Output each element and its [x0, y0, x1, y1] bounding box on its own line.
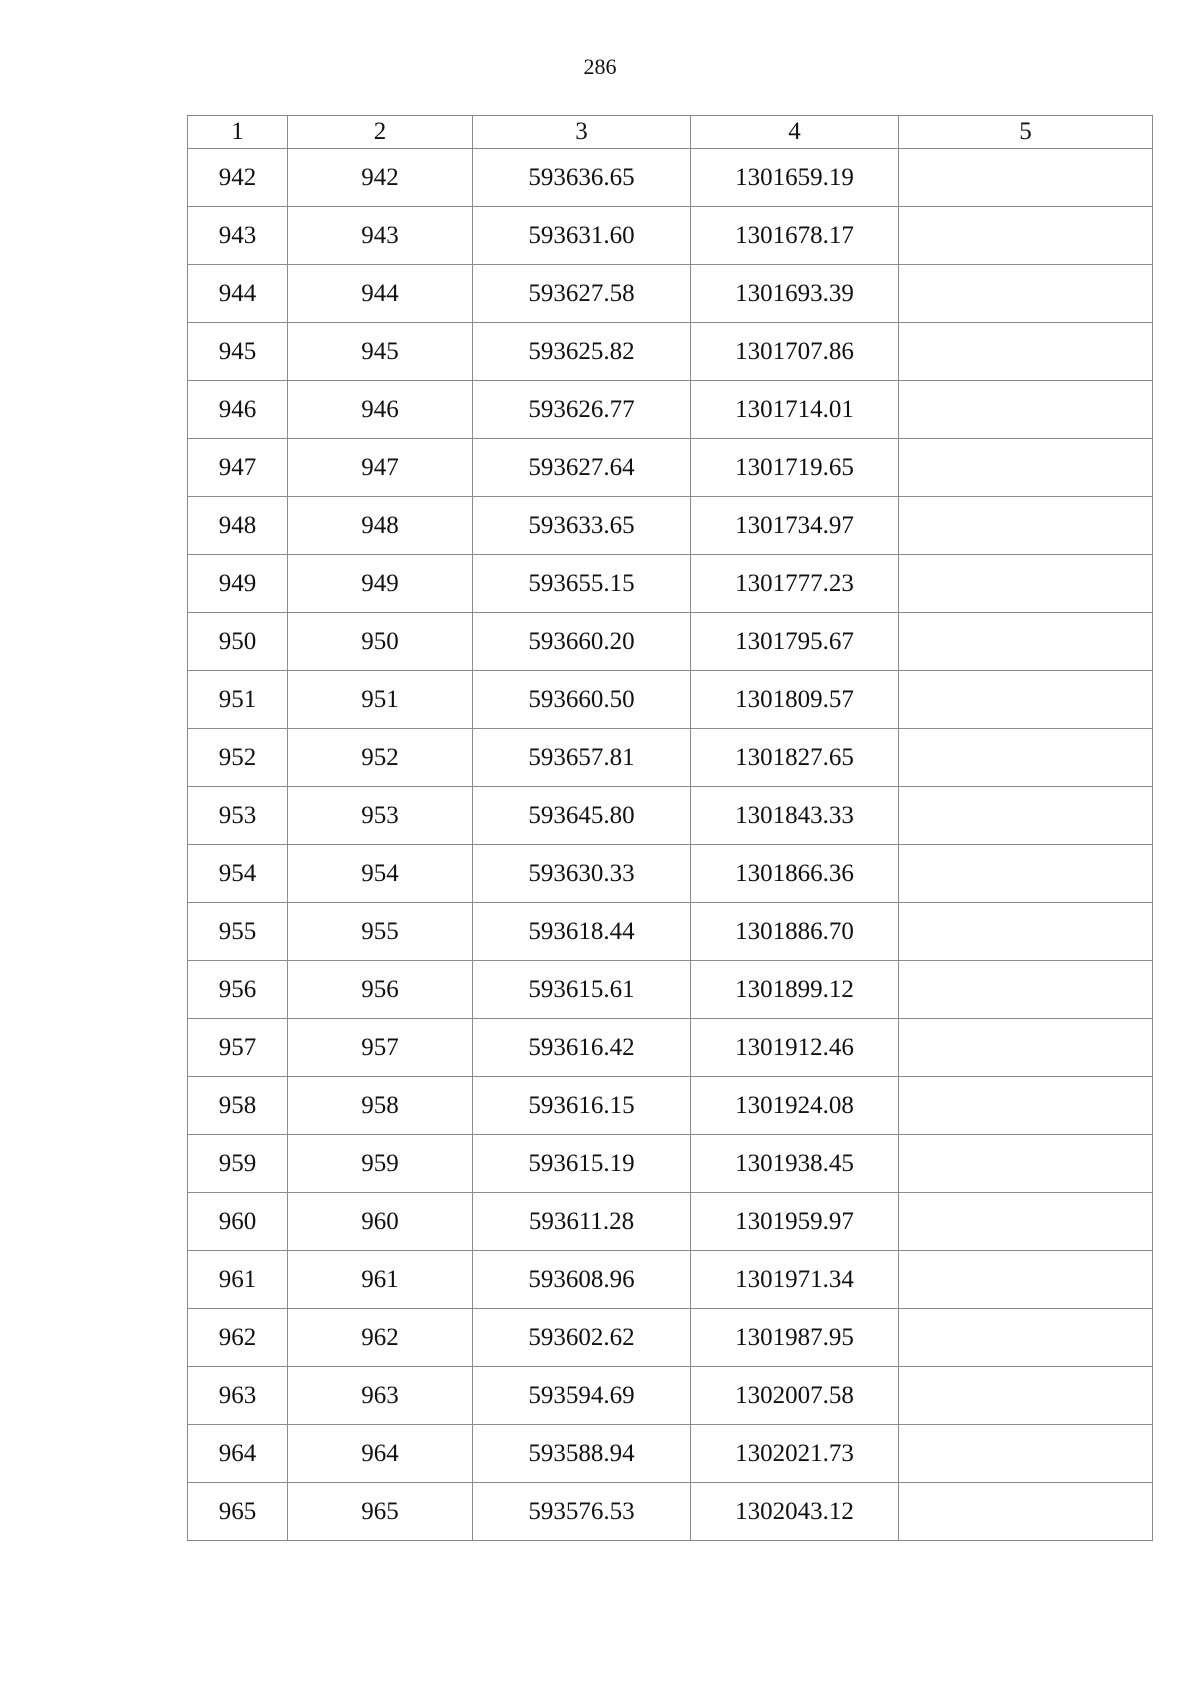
y-coordinate-cell: 1301866.36	[691, 845, 899, 903]
point-id-cell: 951	[288, 671, 473, 729]
table-row	[188, 1019, 1153, 1077]
x-coordinate-cell: 593627.58	[473, 265, 691, 323]
point-id-cell: 958	[288, 1077, 473, 1135]
point-id-cell: 961	[288, 1251, 473, 1309]
x-coordinate-cell: 593616.15	[473, 1077, 691, 1135]
x-coordinate-cell: 593633.65	[473, 497, 691, 555]
x-coordinate-cell: 593631.60	[473, 207, 691, 265]
column-header-5: 5	[899, 116, 1153, 149]
header-row	[188, 116, 1153, 149]
note-cell	[899, 1483, 1153, 1541]
table-row	[188, 1077, 1153, 1135]
point-number-cell: 963	[188, 1367, 288, 1425]
point-number-cell: 949	[188, 555, 288, 613]
y-coordinate-cell: 1301987.95	[691, 1309, 899, 1367]
note-cell	[899, 845, 1153, 903]
point-id-cell: 963	[288, 1367, 473, 1425]
point-number-cell: 946	[188, 381, 288, 439]
note-cell	[899, 207, 1153, 265]
y-coordinate-cell: 1301912.46	[691, 1019, 899, 1077]
note-cell	[899, 1135, 1153, 1193]
x-coordinate-cell: 593618.44	[473, 903, 691, 961]
x-coordinate-cell: 593627.64	[473, 439, 691, 497]
x-coordinate-cell: 593615.19	[473, 1135, 691, 1193]
note-cell	[899, 149, 1153, 207]
note-cell	[899, 1077, 1153, 1135]
note-cell	[899, 1019, 1153, 1077]
point-number-cell: 942	[188, 149, 288, 207]
table-body	[188, 149, 1153, 1541]
point-id-cell: 960	[288, 1193, 473, 1251]
x-coordinate-cell: 593630.33	[473, 845, 691, 903]
x-coordinate-cell: 593608.96	[473, 1251, 691, 1309]
column-header-1: 1	[188, 116, 288, 149]
y-coordinate-cell: 1302043.12	[691, 1483, 899, 1541]
point-number-cell: 962	[188, 1309, 288, 1367]
x-coordinate-cell: 593626.77	[473, 381, 691, 439]
y-coordinate-cell: 1302021.73	[691, 1425, 899, 1483]
note-cell	[899, 323, 1153, 381]
y-coordinate-cell: 1301693.39	[691, 265, 899, 323]
point-id-cell: 942	[288, 149, 473, 207]
table-header	[188, 116, 1153, 149]
x-coordinate-cell: 593602.62	[473, 1309, 691, 1367]
table-row	[188, 1135, 1153, 1193]
x-coordinate-cell: 593660.50	[473, 671, 691, 729]
point-number-cell: 953	[188, 787, 288, 845]
y-coordinate-cell: 1301899.12	[691, 961, 899, 1019]
table-row	[188, 671, 1153, 729]
y-coordinate-cell: 1301959.97	[691, 1193, 899, 1251]
y-coordinate-cell: 1301707.86	[691, 323, 899, 381]
table-row	[188, 729, 1153, 787]
point-number-cell: 964	[188, 1425, 288, 1483]
point-number-cell: 961	[188, 1251, 288, 1309]
table-row	[188, 845, 1153, 903]
table-row	[188, 207, 1153, 265]
point-id-cell: 959	[288, 1135, 473, 1193]
x-coordinate-cell: 593660.20	[473, 613, 691, 671]
table-row	[188, 497, 1153, 555]
note-cell	[899, 787, 1153, 845]
note-cell	[899, 671, 1153, 729]
table-row	[188, 1309, 1153, 1367]
point-id-cell: 943	[288, 207, 473, 265]
point-number-cell: 952	[188, 729, 288, 787]
column-header-4: 4	[691, 116, 899, 149]
x-coordinate-cell: 593576.53	[473, 1483, 691, 1541]
y-coordinate-cell: 1301843.33	[691, 787, 899, 845]
table-row	[188, 555, 1153, 613]
x-coordinate-cell: 593611.28	[473, 1193, 691, 1251]
point-number-cell: 948	[188, 497, 288, 555]
note-cell	[899, 903, 1153, 961]
table-row	[188, 613, 1153, 671]
point-number-cell: 944	[188, 265, 288, 323]
y-coordinate-cell: 1301719.65	[691, 439, 899, 497]
note-cell	[899, 729, 1153, 787]
point-id-cell: 965	[288, 1483, 473, 1541]
table-row	[188, 961, 1153, 1019]
table-row	[188, 439, 1153, 497]
note-cell	[899, 1193, 1153, 1251]
y-coordinate-cell: 1301827.65	[691, 729, 899, 787]
note-cell	[899, 497, 1153, 555]
table-row	[188, 1483, 1153, 1541]
x-coordinate-cell: 593594.69	[473, 1367, 691, 1425]
point-id-cell: 955	[288, 903, 473, 961]
x-coordinate-cell: 593645.80	[473, 787, 691, 845]
point-number-cell: 954	[188, 845, 288, 903]
point-id-cell: 953	[288, 787, 473, 845]
point-number-cell: 947	[188, 439, 288, 497]
y-coordinate-cell: 1301714.01	[691, 381, 899, 439]
note-cell	[899, 613, 1153, 671]
x-coordinate-cell: 593636.65	[473, 149, 691, 207]
point-id-cell: 948	[288, 497, 473, 555]
note-cell	[899, 1251, 1153, 1309]
y-coordinate-cell: 1302007.58	[691, 1367, 899, 1425]
point-number-cell: 959	[188, 1135, 288, 1193]
point-number-cell: 956	[188, 961, 288, 1019]
note-cell	[899, 265, 1153, 323]
y-coordinate-cell: 1301938.45	[691, 1135, 899, 1193]
point-id-cell: 944	[288, 265, 473, 323]
table-row	[188, 1251, 1153, 1309]
point-id-cell: 947	[288, 439, 473, 497]
point-id-cell: 949	[288, 555, 473, 613]
x-coordinate-cell: 593615.61	[473, 961, 691, 1019]
table-row	[188, 149, 1153, 207]
point-number-cell: 957	[188, 1019, 288, 1077]
point-number-cell: 960	[188, 1193, 288, 1251]
y-coordinate-cell: 1301777.23	[691, 555, 899, 613]
point-id-cell: 956	[288, 961, 473, 1019]
x-coordinate-cell: 593625.82	[473, 323, 691, 381]
column-header-3: 3	[473, 116, 691, 149]
table-row	[188, 1425, 1153, 1483]
note-cell	[899, 439, 1153, 497]
x-coordinate-cell: 593655.15	[473, 555, 691, 613]
point-number-cell: 951	[188, 671, 288, 729]
point-id-cell: 950	[288, 613, 473, 671]
y-coordinate-cell: 1301678.17	[691, 207, 899, 265]
note-cell	[899, 1309, 1153, 1367]
y-coordinate-cell: 1301659.19	[691, 149, 899, 207]
point-id-cell: 962	[288, 1309, 473, 1367]
y-coordinate-cell: 1301734.97	[691, 497, 899, 555]
column-header-2: 2	[288, 116, 473, 149]
point-id-cell: 946	[288, 381, 473, 439]
y-coordinate-cell: 1301924.08	[691, 1077, 899, 1135]
coordinates-table	[187, 115, 1153, 1541]
table-row	[188, 1193, 1153, 1251]
point-number-cell: 943	[188, 207, 288, 265]
y-coordinate-cell: 1301886.70	[691, 903, 899, 961]
x-coordinate-cell: 593588.94	[473, 1425, 691, 1483]
point-number-cell: 958	[188, 1077, 288, 1135]
table-row	[188, 323, 1153, 381]
note-cell	[899, 555, 1153, 613]
table-row	[188, 1367, 1153, 1425]
note-cell	[899, 381, 1153, 439]
note-cell	[899, 961, 1153, 1019]
x-coordinate-cell: 593657.81	[473, 729, 691, 787]
table-row	[188, 265, 1153, 323]
point-id-cell: 954	[288, 845, 473, 903]
y-coordinate-cell: 1301809.57	[691, 671, 899, 729]
x-coordinate-cell: 593616.42	[473, 1019, 691, 1077]
point-number-cell: 965	[188, 1483, 288, 1541]
table-row	[188, 381, 1153, 439]
point-number-cell: 945	[188, 323, 288, 381]
table-row	[188, 787, 1153, 845]
point-id-cell: 952	[288, 729, 473, 787]
y-coordinate-cell: 1301971.34	[691, 1251, 899, 1309]
point-id-cell: 945	[288, 323, 473, 381]
point-id-cell: 964	[288, 1425, 473, 1483]
note-cell	[899, 1367, 1153, 1425]
point-number-cell: 955	[188, 903, 288, 961]
note-cell	[899, 1425, 1153, 1483]
point-id-cell: 957	[288, 1019, 473, 1077]
table-row	[188, 903, 1153, 961]
page-number: 286	[583, 54, 617, 79]
point-number-cell: 950	[188, 613, 288, 671]
y-coordinate-cell: 1301795.67	[691, 613, 899, 671]
